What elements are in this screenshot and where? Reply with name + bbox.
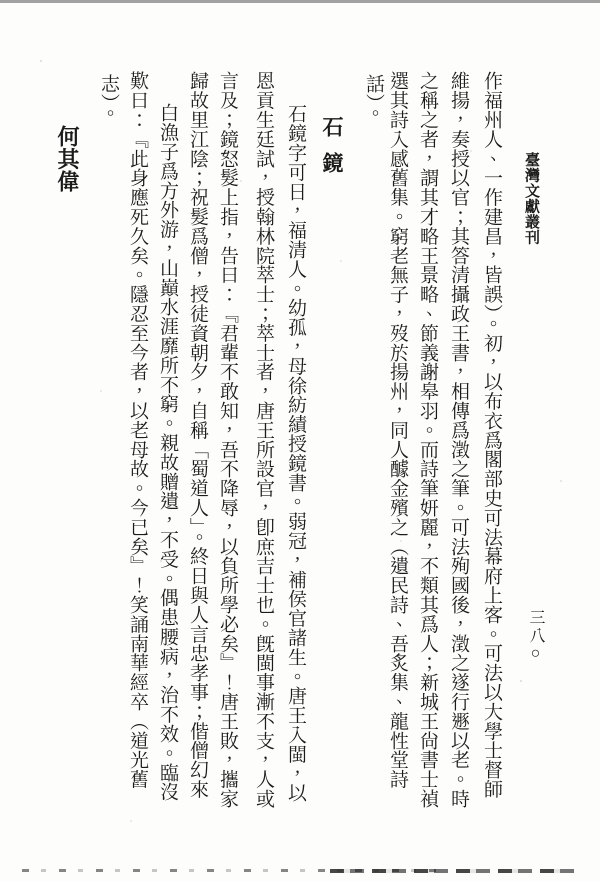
text-column: 選其詩入感舊集。窮老無子，歿於揚州，同人醵金殯之（遺民詩、吾炙集、龍性堂詩 — [387, 71, 408, 789]
text-column: 石鏡字可日，福清人。幼孤，母徐紡績授鏡書。弱冠，補侯官諸生。唐王入閩，以 — [285, 104, 306, 803]
scan-edge-bottom-right — [330, 869, 575, 873]
scan-edge-top — [0, 0, 600, 3]
page-number: 三八○ — [527, 609, 544, 664]
text-column: 話）。 — [363, 74, 384, 123]
text-column: 之稱之者，謂其才略王景略、節義謝皋羽。而詩筆妍麗，不類其爲人；新城王尙書士禎 — [417, 71, 438, 809]
section-title-he-qiwei: 何其偉 — [55, 125, 80, 193]
section-title-shi-jing: 石 鏡 — [320, 116, 344, 170]
text-column: 言及；鏡怒髮上指，告曰：『君輩不敢知，吾不降辱，以負所學必矣』！唐王敗，攜家 — [217, 71, 238, 809]
journal-title: 臺灣文獻叢刊 — [523, 152, 539, 245]
text-column: 志）。 — [98, 74, 119, 123]
scan-noise-speckles — [40, 60, 42, 62]
text-column: 作福州人、一作建昌，皆誤）。初，以布衣爲閣部史可法幕府上客。可法以大學士督師 — [481, 71, 502, 799]
text-column: 維揚，奏授以官；其答清攝政王書，相傳爲澂之筆。可法殉國後，澂之遂行遯以老。時 — [448, 71, 469, 809]
text-column: 歎曰：『此身應死久矣。隱忍至今者，以老母故。今已矣』！笑誦南華經卒（道光舊 — [127, 71, 148, 789]
text-column: 白漁子爲方外游，山巔水涯靡所不窮。親故贈遺，不受。偶患腰病，治不效。臨沒 — [157, 103, 178, 802]
text-column: 恩貢生廷試，授翰林院萃士；萃士者，唐王所設官，卽庶吉士也。旣閩事漸不支，人或 — [253, 71, 274, 809]
text-column: 歸故里江陰；祝髮爲僧，授徒資朝夕，自稱「蜀道人」。終日與人言忠孝事；偕僧幻來 — [187, 71, 208, 799]
